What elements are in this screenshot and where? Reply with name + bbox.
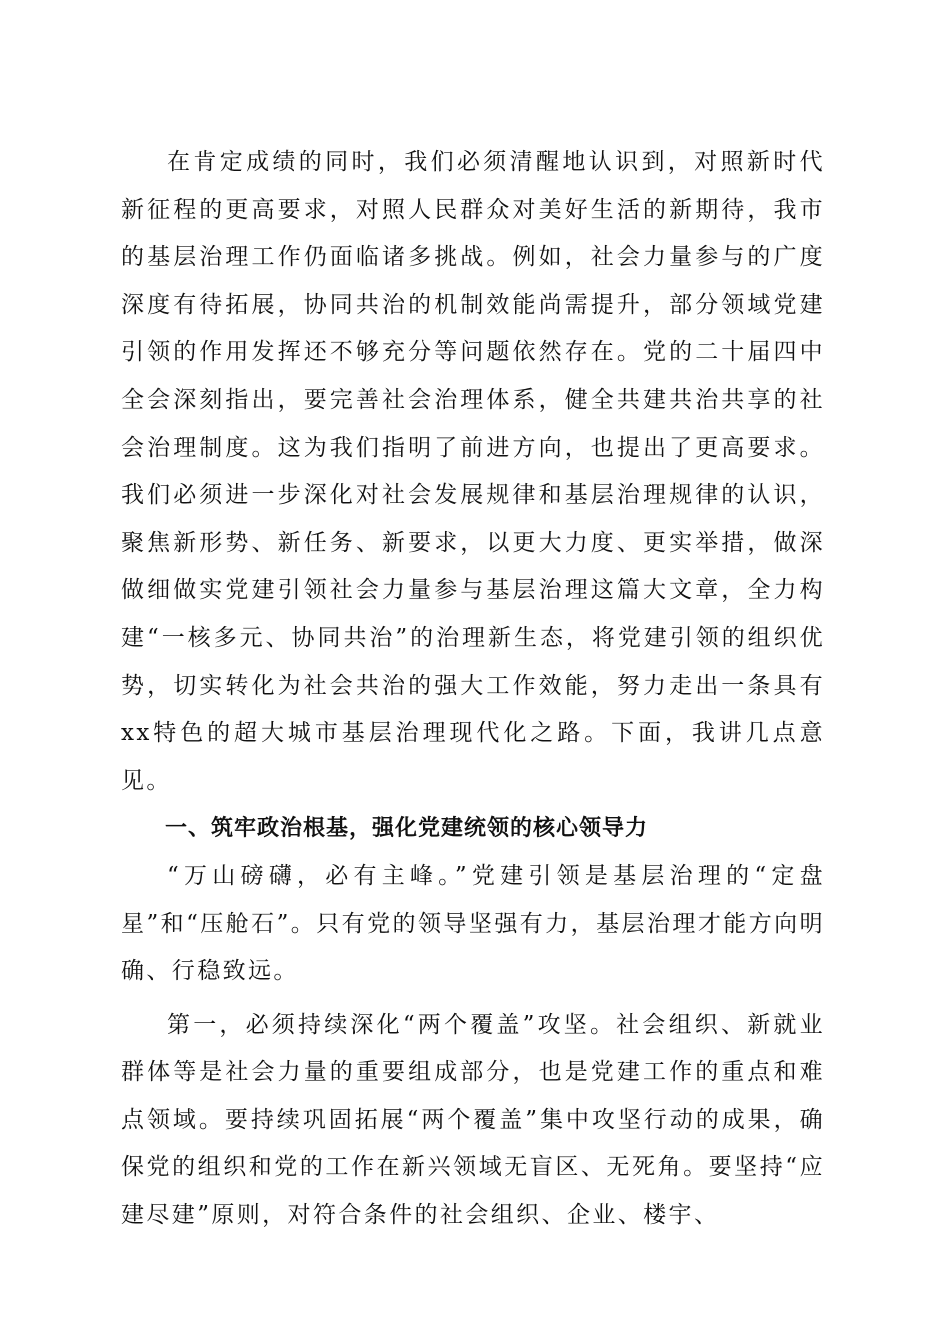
document-page [121, 139, 825, 1240]
section-heading: 一、筑牢政治根基，强化党建统领的核心领导力 [165, 816, 649, 842]
section-intro-paragraph: “万山磅礴，必有主峰。”党建引领是基层治理的“定盘星”和“压舱石”。只有党的领导坚强有力，基层治理才能方向明确、行稳致远。 [121, 862, 825, 985]
intro-paragraph: 在肯定成绩的同时，我们必须清醒地认识到，对照新时代新征程的更高要求，对照人民群众对美好生活的新期待，我市的基层治理工作仍面临诸多挑战。例如，社会力量参与的广度深度有待拓展，协同共治的机制效能尚需提升，部分领域党建引领的作用发挥还不够充分等问题依然存在。党的二十届四中全会深刻指出，要完善社会治理体系，健全共建共治共享的社会治理制度。这为我们指明了前进方向，也提出了更高要求。我们必须进一步深化对社会发展规律和基层治理规律的认识，聚焦新形势、新任务、新要求，以更大力度、更实举措，做深做细做实党建引领社会力量参与基层治理这篇大文章，全力构建“一核多元、协同共治”的治理新生态，将党建引领的组织优势，切实转化为社会共治的强大工作效能，努力走出一条具有xx特色的超大城市基层治理现代化之路。下面，我讲几点意见。 [121, 149, 825, 794]
first-point-paragraph: 第一，必须持续深化“两个覆盖”攻坚。社会组织、新就业群体等是社会力量的重要组成部分，也是党建工作的重点和难点领域。要持续巩固拓展“两个覆盖”集中攻坚行动的成果，确保党的组织和党的工作在新兴领域无盲区、无死角。要坚持“应建尽建”原则，对符合条件的社会组织、企业、楼宇、 [121, 1011, 825, 1229]
